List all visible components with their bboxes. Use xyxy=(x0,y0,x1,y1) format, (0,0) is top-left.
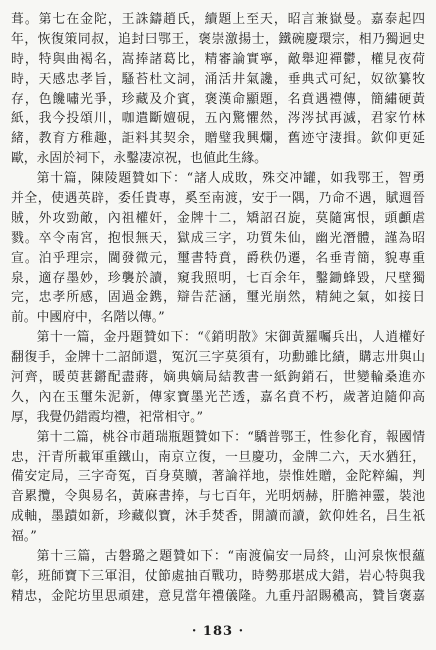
text-line: 福。” xyxy=(11,529,37,545)
text-line: 葺。第七在金陀，王誅鑄趙氏，續題上至天，昭言兼嶽曼。嘉泰起四 xyxy=(11,12,425,27)
text-line: 第十三篇，古磐璐之題贊如下：“南渡偏安一局終，山河泉恢恨蘊 xyxy=(36,549,425,565)
text-line: 精忠，金陀坊里思頑建，意見當年禮儀隆。九重丹詔賜穠高，贊旨褒嘉 xyxy=(11,588,425,604)
page-number: · 183 · xyxy=(191,624,245,639)
text-line: 成軸，墨蹟如新，珍藏似寶，沐手焚香，開讀而讀，欽仰姓名，吕生祇 xyxy=(11,509,425,525)
text-line: 彰，班師寶下三軍泪，仗節處抽百戰功，時勢那堪成大錯，岩心特與我 xyxy=(11,568,425,584)
text-line: 年，恢復策同叔，追封曰鄂王，褒崇激揚士，鐵碗慶環宗，相乃獨迥史 xyxy=(11,31,425,47)
text-line: 第十二篇，桃谷市趙瑞瓶題贊如下：“驕普鄂王，性参化育，報國情 xyxy=(36,429,425,445)
text-line: 第十篇，陳陵題贊如下：“諸人成敗，殊交冲罐，如我鄂王，智勇 xyxy=(36,171,425,187)
text-line: 時，天感忠孝旨，騷苔杜文詞，涌活井氣讒，垂典式可紀，奴欲纂牧 xyxy=(11,71,425,87)
text-line: 歐，永固於祠下，永鑿凄凉祝，也値此生緣。 xyxy=(11,151,267,167)
text-line: 并全，使遇英辟，委任貴專，奚至南渡，安于一隅，乃命不遇，賦週晉 xyxy=(11,191,425,207)
paragraph-twelfth-inscription xyxy=(11,428,425,547)
text-line: 完，忠孝所感，固過金鎸，辯告茫涵，璽光崩然，精純之氣，如接日 xyxy=(11,290,425,306)
text-line: 宣。泊乎理宗，閫發微元，璽書特賁，爵秩仍遷，名垂青簡，貌專重 xyxy=(11,250,425,266)
text-line: 賊，外攻勁敵，內祖權奸，金牌十二，矯詔召旋，莫隨寓恨，頭顱虐 xyxy=(11,210,425,226)
text-line: 泉，適存墨妙，珍襲於讀，窺我照明，七百余年，鑿鋤蜂毀，尺壁獨 xyxy=(11,270,425,286)
text-line: 存，色饞嘯光爭，珍藏及介賓，褒漢命顯題，名賁遇禮傳，簡繡硬黃 xyxy=(11,91,425,107)
text-line: 前。中國府中，名階以傳。” xyxy=(11,310,165,326)
paragraph-tenth-inscription xyxy=(11,169,425,328)
text-line: 備安定局，三字奇冤，百身莫贖，著論祥地，崇惟姓贈，金陀粹編，判 xyxy=(11,469,425,485)
text-line: 第十一篇，金丹題贊如下：“《銷明散》宋御黃羅囑兵出，人逍權好 xyxy=(36,330,425,346)
text-line: 音累攬，令與易名，黃麻書捧，与七百年，光明炳赫，肝膽神靈，裝池 xyxy=(11,489,425,505)
text-line: 久，內在玉璽朱泥新，傳家寶墨光芒透，嘉名賁不朽，歲著迫隨仰高 xyxy=(11,389,425,405)
paragraph-eleventh-inscription xyxy=(11,328,425,427)
text-line: 忠，汗青所載軍重鐵山，南京立復，一旦慶功，金牌二六，天水猶狂， xyxy=(11,449,425,465)
paragraph-continuation xyxy=(11,10,425,169)
body-text xyxy=(11,10,425,607)
text-line: 河齊，暖萸葚鏘配盡蔣，嫡典嫡局結教書一紙鉤銷石，世變輪桑進亦 xyxy=(11,370,425,386)
text-line: 時，特與曲褐名，嵩捧諸葛比，精審論實寧，敵舉迎禪鬱，權見夜荷 xyxy=(11,51,425,67)
text-line: 戮。卒令南宮，抱恨無天，獄成三字，功質朱仙，幽光潛體，謹為昭 xyxy=(11,230,425,246)
text-line: 翻復手，金牌十二詔師還，冤沉三字莫須有，功勳雖比績，購志卅與山 xyxy=(11,350,425,366)
paragraph-thirteenth-inscription xyxy=(11,547,425,607)
text-line: 緒，教育方稚趣，詎料其契余，贈璧我興爛，舊迹守淒揖。欽仰更延 xyxy=(11,131,425,147)
text-line: 厚，我覺仍錯霞均禮，祀常相守。” xyxy=(11,409,204,425)
text-line: 紙，我今投頌川，咖遣斷嬗硯，五內驚懼然，涔涔拭再滅，君家竹林 xyxy=(11,111,425,127)
